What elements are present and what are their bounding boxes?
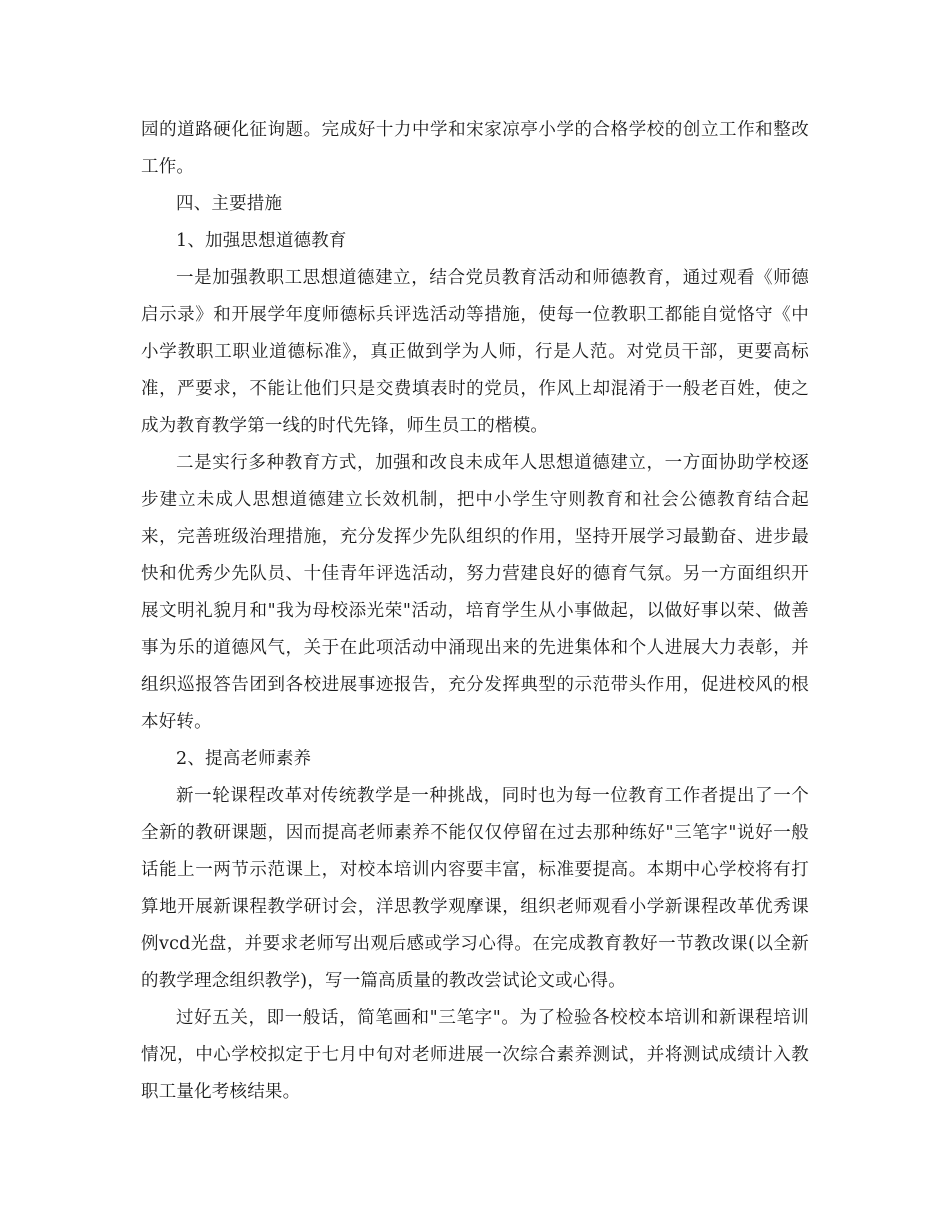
subsection-heading-teacher-quality: 2、提高老师素养	[176, 749, 312, 769]
subsection-heading-moral-education: 1、加强思想道德教育	[176, 231, 347, 251]
paragraph-curriculum-reform: 新一轮课程改革对传统教学是一种挑战，同时也为每一位教育工作者提出了一个全新的教研课题，因而提高老师素养不能仅仅停留在过去那种练好"三笔字"说好一般话能上一两节示范课上，对校本培训内容要丰富，标准要提高。本期中心学校将有打算地开展新课程教学研讨会，洋思教学观摩课，组织老师观看小学新课程改革优秀课例vcd光盘，并要求老师写出观后感或学习心得。在完成教育教好一节教改课(以全新的教学理念组织教学)，写一篇高质量的教改尝试论文或心得。	[141, 786, 809, 991]
paragraph-five-skills: 过好五关，即一般话，简笔画和"三笔字"。为了检验各校校本培训和新课程培训情况，中心学校拟定于七月中旬对老师进展一次综合素养测试，并将测试成绩计入教职工量化考核结果。	[141, 1008, 809, 1102]
document-page	[141, 112, 809, 1111]
paragraph-continuation: 园的道路硬化征询题。完成好十力中学和宋家凉亭小学的合格学校的创立工作和整改工作。	[141, 120, 809, 177]
section-heading-main-measures: 四、主要措施	[176, 194, 283, 214]
paragraph-staff-ethics: 一是加强教职工思想道德建立，结合党员教育活动和师德教育，通过观看《师德启示录》和开展学年度师德标兵评选活动等措施，使每一位教职工都能自觉恪守《中小学教职工职业道德标准》，真正做到学为人师，行是人范。对党员干部，更要高标准，严要求，不能让他们只是交费填表时的党员，作风上却混淆于一般老百姓，使之成为教育教学第一线的时代先锋，师生员工的楷模。	[141, 268, 809, 436]
paragraph-minor-moral-education: 二是实行多种教育方式，加强和改良未成年人思想道德建立，一方面协助学校逐步建立未成人思想道德建立长效机制，把中小学生守则教育和社会公德教育结合起来，完善班级治理措施，充分发挥少先队组织的作用，坚持开展学习最勤奋、进步最快和优秀少先队员、十佳青年评选活动，努力营建良好的德育气氛。另一方面组织开展文明礼貌月和"我为母校添光荣"活动，培育学生从小事做起，以做好事以荣、做善事为乐的道德风气，关于在此项活动中涌现出来的先进集体和个人进展大力表彰，并组织巡报答告团到各校进展事迹报告，充分发挥典型的示范带头作用，促进校风的根本好转。	[141, 453, 809, 732]
